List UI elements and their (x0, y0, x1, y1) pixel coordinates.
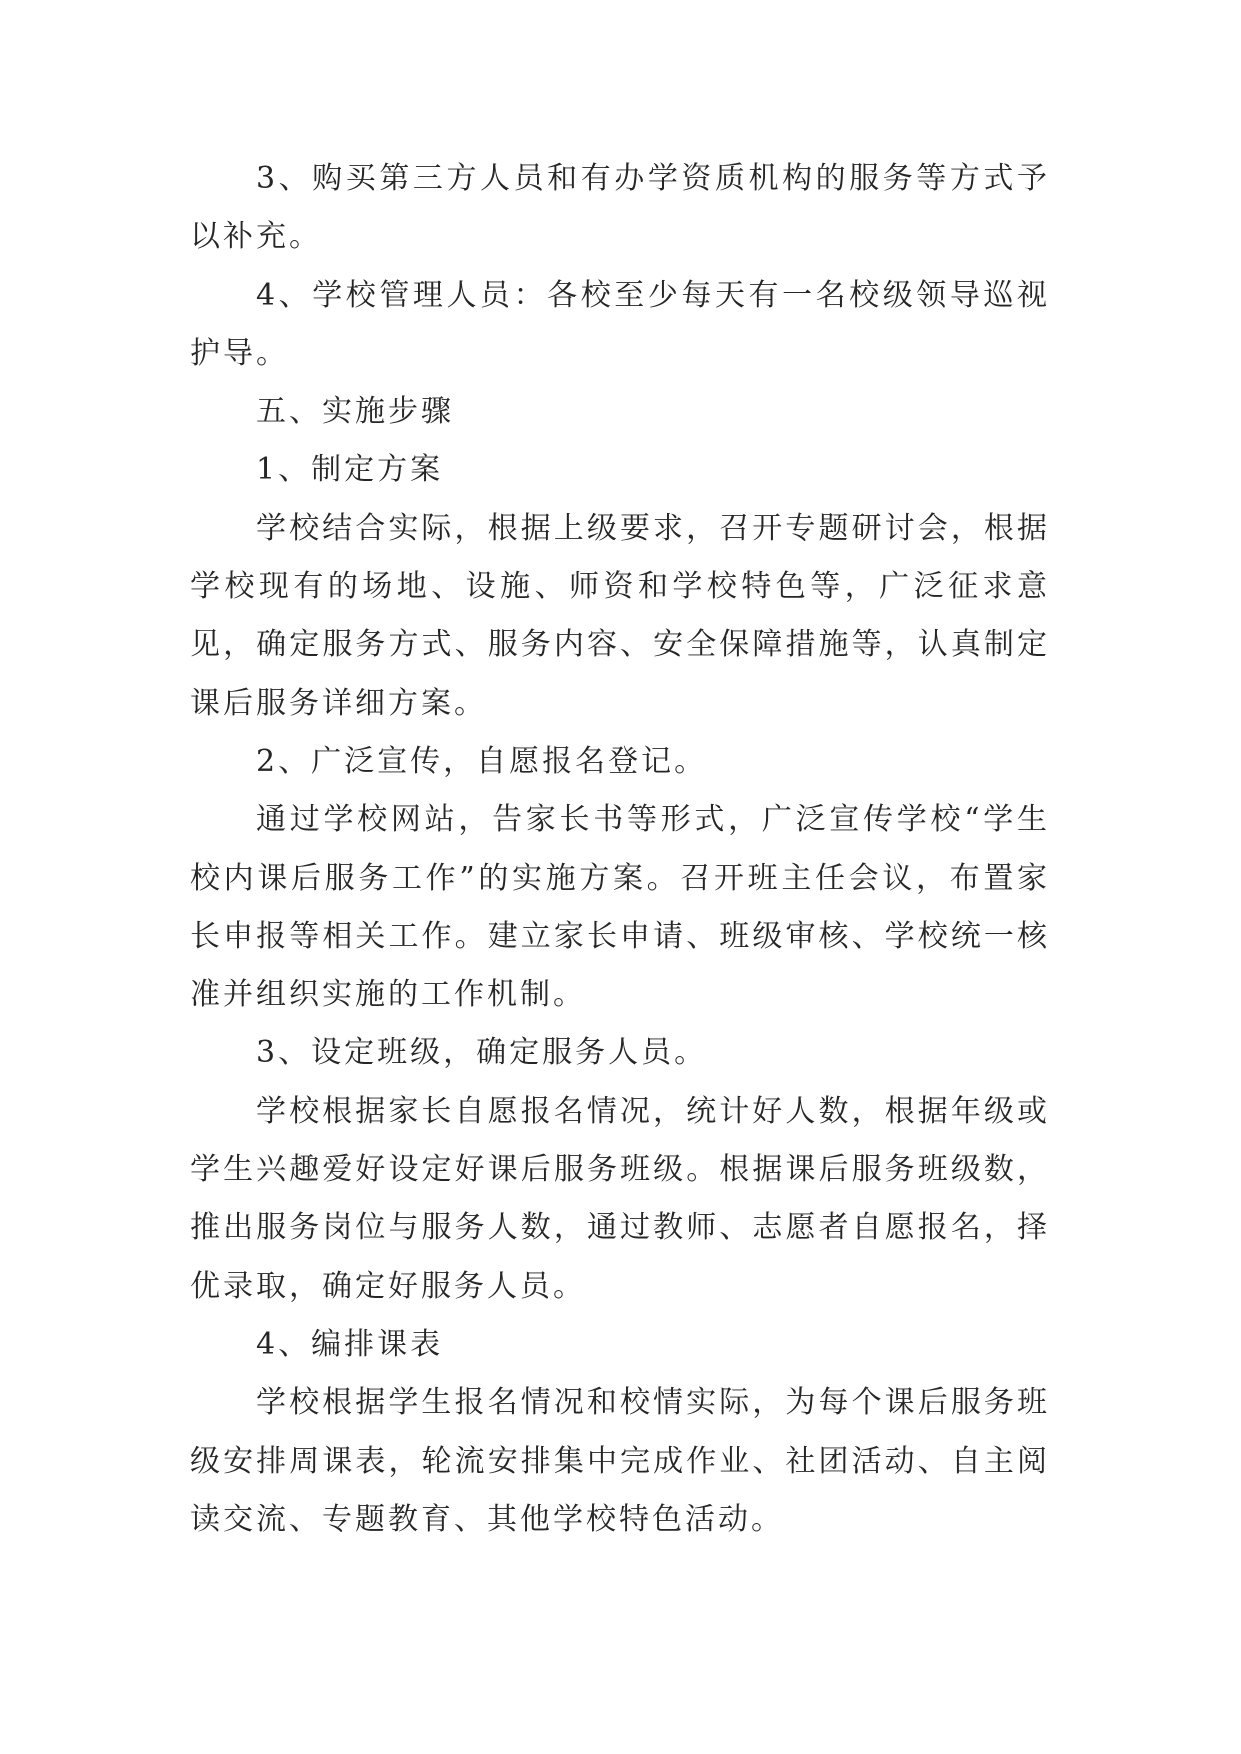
paragraph-publicity-registration: 通过学校网站，告家长书等形式，广泛宣传学校“学生校内课后服务工作”的实施方案。召开班主任会议，布置家长申报等相关工作。建立家长申请、班级审核、学校统一核准并组织实施的工作机制。 (190, 802, 1050, 1013)
paragraph-school-management: 4、学校管理人员：各校至少每天有一名校级领导巡视护导。 (190, 277, 1050, 371)
paragraph-schedule: 学校根据学生报名情况和校情实际，为每个课后服务班级安排周课表，轮流安排集中完成作业、社团活动、自主阅读交流、专题教育、其他学校特色活动。 (190, 1385, 1050, 1537)
step-heading-publicity-registration: 2、广泛宣传，自愿报名登记。 (256, 743, 708, 779)
step-heading-set-classes: 3、设定班级，确定服务人员。 (256, 1035, 708, 1071)
step-heading-formulate-plan: 1、制定方案 (256, 452, 444, 488)
document-body (190, 150, 1050, 1549)
paragraph-formulate-plan: 学校结合实际，根据上级要求，召开专题研讨会，根据学校现有的场地、设施、师资和学校特色等，广泛征求意见，确定服务方式、服务内容、安全保障措施等，认真制定课后服务详细方案。 (190, 510, 1050, 721)
paragraph-purchase-services: 3、购买第三方人员和有办学资质机构的服务等方式予以补充。 (190, 161, 1050, 255)
section-heading-implementation-steps: 五、实施步骤 (256, 394, 454, 430)
paragraph-set-classes: 学校根据家长自愿报名情况，统计好人数，根据年级或学生兴趣爱好设定好课后服务班级。根据课后服务班级数，推出服务岗位与服务人数，通过教师、志愿者自愿报名，择优录取，确定好服务人员。 (190, 1093, 1050, 1304)
step-heading-schedule: 4、编排课表 (256, 1326, 444, 1362)
